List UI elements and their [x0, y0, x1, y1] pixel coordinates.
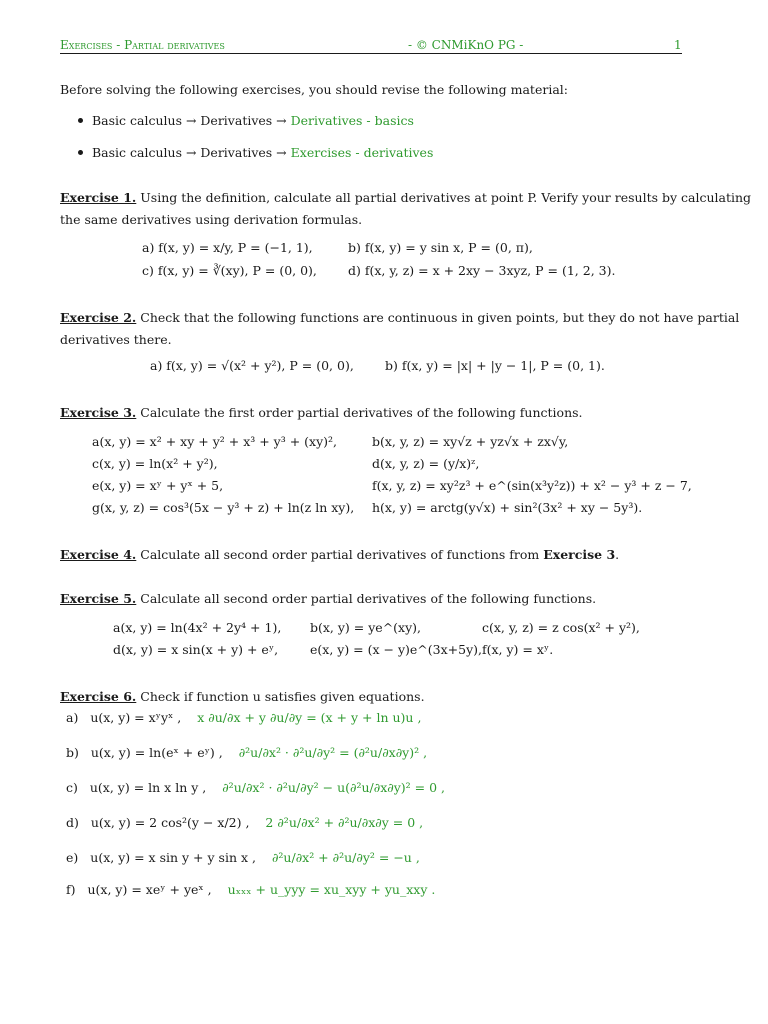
header-rule [60, 53, 682, 54]
exercise-1-line1: Exercise 1. Using the definition, calculate all partial derivatives at point P. Verify your results by calculating [60, 190, 752, 205]
equation-e: ∂²u/∂x² + ∂²u/∂y² = −u , [271, 850, 420, 865]
bullet-icon [78, 118, 83, 123]
equation-b: ∂²u/∂x² · ∂²u/∂y² = (∂²u/∂x∂y)² , [238, 745, 428, 760]
exercise-3-line1: Exercise 3. Calculate the first order partial derivatives of the following functions. [60, 405, 583, 420]
exercise-6-d: d) u(x, y) = 2 cos²(y − x/2) , 2 ∂²u/∂x² + ∂²u/∂x∂y = 0 , [66, 815, 424, 830]
exercise-3-c: c(x, y) = ln(x² + y²), [92, 456, 218, 471]
exercise-6-e: e) u(x, y) = x sin y + y sin x , ∂²u/∂x² + ∂²u/∂y² = −u , [66, 850, 420, 865]
page-number: 1 [674, 38, 682, 52]
exercise-5-line1: Exercise 5. Calculate all second order partial derivatives of the following functions. [60, 591, 597, 606]
exercise-3-h: h(x, y) = arctg(y√x) + sin²(3x² + xy − 5y³). [372, 500, 643, 515]
exercise-6-f: f) u(x, y) = xeʸ + yeˣ , uₓₓₓ + u_yyy = xu_xyy + yu_xxy . [66, 882, 436, 897]
exercise-1-line2: the same derivatives using derivation formulas. [60, 212, 363, 227]
exercise-2-line1: Exercise 2. Check that the following functions are continuous in given points, but they do not have partial [60, 310, 740, 325]
exercise-3-g: g(x, y, z) = cos³(5x − y³ + z) + ln(z ln xy), [92, 500, 355, 515]
exercise-6-c: c) u(x, y) = ln x ln y , ∂²u/∂x² · ∂²u/∂y² − u(∂²u/∂x∂y)² = 0 , [66, 780, 446, 795]
exercise-2-title: Exercise 2. [60, 310, 137, 325]
exercise-6-a: a) u(x, y) = xʸyˣ , x ∂u/∂x + y ∂u/∂y = (x + y + ln u)u , [66, 710, 422, 725]
exercise-5-f: f(x, y) = xʸ. [482, 642, 554, 657]
exercise-5-b: b(x, y) = ye^(xy), [310, 620, 422, 635]
exercise-6-b: b) u(x, y) = ln(eˣ + eʸ) , ∂²u/∂x² · ∂²u/∂y² = (∂²u/∂x∂y)² , [66, 745, 428, 760]
exercise-3-reference: Exercise 3 [543, 547, 616, 562]
exercise-1-a: a) f(x, y) = x/y, P = (−1, 1), [142, 240, 313, 255]
header-copyright: - © CNMiKnO PG - [408, 38, 524, 52]
intro-item-path: Basic calculus → Derivatives → [92, 145, 291, 160]
exercise-5-e: e(x, y) = (x − y)e^(3x+5y), [310, 642, 483, 657]
exercise-6-line1: Exercise 6. Check if function u satisfies given equations. [60, 689, 425, 704]
exercise-1-d: d) f(x, y, z) = x + 2xy − 3xyz, P = (1, 2, 3). [348, 263, 616, 278]
intro-item-2 [92, 145, 433, 160]
header-title: Exercises - Partial derivatives [60, 38, 225, 52]
exercise-3-b: b(x, y, z) = xy√z + yz√x + zx√y, [372, 434, 569, 449]
exercise-1-b: b) f(x, y) = y sin x, P = (0, π), [348, 240, 533, 255]
equation-c: ∂²u/∂x² · ∂²u/∂y² − u(∂²u/∂x∂y)² = 0 , [222, 780, 446, 795]
exercise-1-title: Exercise 1. [60, 190, 137, 205]
exercise-1-c: c) f(x, y) = ∛(xy), P = (0, 0), [142, 263, 317, 278]
exercise-5-title: Exercise 5. [60, 591, 137, 606]
exercise-2-line2: derivatives there. [60, 332, 172, 347]
exercise-3-title: Exercise 3. [60, 405, 137, 420]
exercise-5-a: a(x, y) = ln(4x² + 2y⁴ + 1), [113, 620, 282, 635]
exercise-6-title: Exercise 6. [60, 689, 137, 704]
exercise-3-a: a(x, y) = x² + xy + y² + x³ + y³ + (xy)², [92, 434, 338, 449]
intro-text: Before solving the following exercises, you should revise the following material: [60, 82, 568, 97]
intro-item-path: Basic calculus → Derivatives → [92, 113, 291, 128]
exercise-3-d: d(x, y, z) = (y/x)ᶻ, [372, 456, 480, 471]
exercise-4-line1: Exercise 4. Calculate all second order partial derivatives of functions from Exercise 3. [60, 547, 620, 562]
equation-d: 2 ∂²u/∂x² + ∂²u/∂x∂y = 0 , [265, 815, 424, 830]
exercise-2-b: b) f(x, y) = |x| + |y − 1|, P = (0, 1). [385, 358, 605, 373]
bullet-icon [78, 150, 83, 155]
exercise-3-f: f(x, y, z) = xy²z³ + e^(sin(x³y²z)) + x² − y³ + z − 7, [372, 478, 692, 493]
link-exercises-derivatives[interactable]: Exercises - derivatives [290, 145, 434, 160]
exercise-3-e: e(x, y) = xʸ + yˣ + 5, [92, 478, 224, 493]
equation-a: x ∂u/∂x + y ∂u/∂y = (x + y + ln u)u , [197, 710, 422, 725]
link-derivatives-basics[interactable]: Derivatives - basics [290, 113, 414, 128]
equation-f: uₓₓₓ + u_yyy = xu_xyy + yu_xxy . [227, 882, 436, 897]
intro-item-1 [92, 113, 414, 128]
exercise-4-title: Exercise 4. [60, 547, 137, 562]
exercise-2-a: a) f(x, y) = √(x² + y²), P = (0, 0), [150, 358, 354, 373]
exercise-5-c: c(x, y, z) = z cos(x² + y²), [482, 620, 640, 635]
exercise-5-d: d(x, y) = x sin(x + y) + eʸ, [113, 642, 279, 657]
